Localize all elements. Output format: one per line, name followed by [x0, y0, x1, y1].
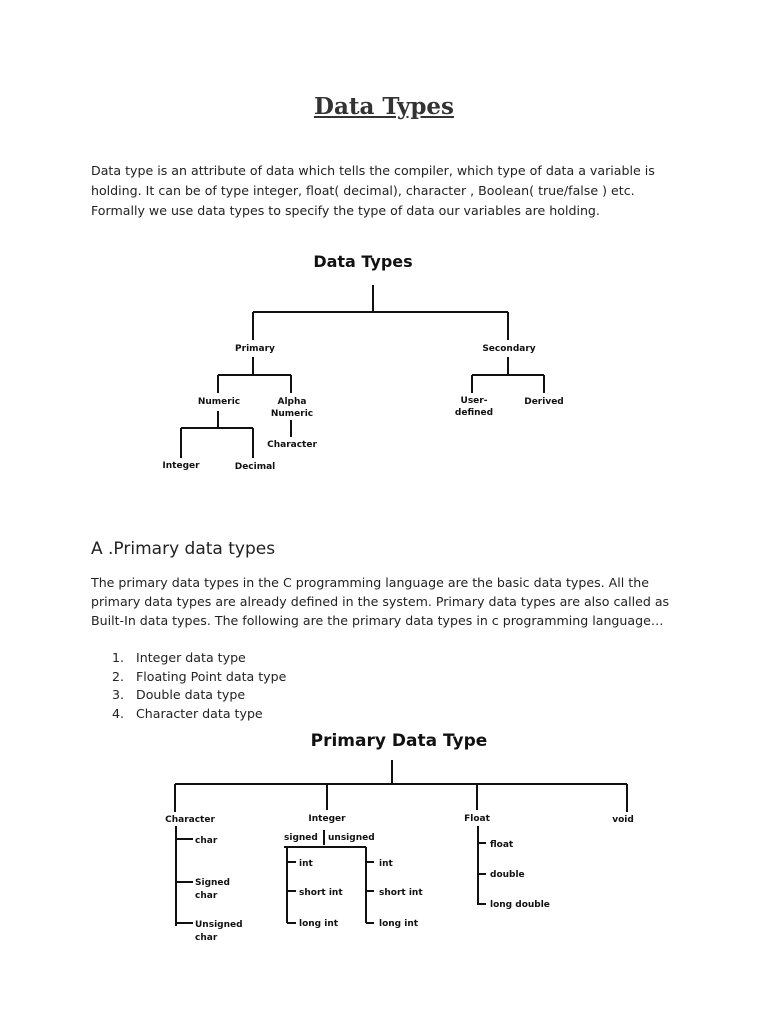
list-item-number: 4. [112, 705, 125, 721]
list-item-number: 3. [112, 687, 125, 702]
section-heading: A .Primary data types [91, 539, 276, 559]
diagram2-title: Primary Data Type [310, 731, 488, 751]
node-derived: Derived [524, 397, 564, 407]
leaf-unsigned-short-int: short int [379, 888, 423, 898]
node-character: Character [165, 815, 215, 825]
label-signed: signed [284, 833, 318, 843]
list-item [112, 705, 286, 724]
primary-types-list [112, 649, 286, 723]
intro-paragraph: Data type is an attribute of data which tells the compiler, which type of data a variable is holding. It can be of type integer, float( decimal), character , Boolean( true/false ) etc. Formally we use data types to specify the type of data our variables are holding. [91, 163, 655, 218]
leaf-float: float [490, 840, 514, 850]
node-integer: Integer [308, 814, 346, 824]
leaf-unsigned-char-line2: char [195, 933, 218, 943]
list-item-text: Double data type [136, 687, 246, 702]
label-unsigned: unsigned [328, 833, 375, 843]
list-item [112, 686, 286, 705]
node-decimal: Decimal [234, 462, 276, 472]
leaf-long-double: long double [490, 900, 550, 910]
leaf-signed-char-line1: Signed [195, 878, 230, 888]
node-alpha-line1: Alpha [277, 397, 307, 407]
leaf-unsigned-long-int: long int [379, 919, 419, 929]
node-primary: Primary [235, 344, 275, 354]
node-character: Character [267, 440, 317, 450]
list-item-number: 2. [112, 668, 125, 684]
page-title: Data Types [314, 93, 454, 120]
node-void: void [612, 815, 634, 825]
list-item-text: Character data type [136, 705, 263, 721]
list-item-number: 1. [112, 650, 125, 665]
leaf-signed-long-int: long int [299, 919, 339, 929]
list-item [112, 649, 286, 668]
node-user-defined-line2: defined [454, 408, 494, 418]
list-item-text: Floating Point data type [136, 668, 287, 684]
leaf-double: double [490, 870, 525, 880]
node-user-defined-line1: User- [460, 396, 488, 406]
leaf-signed-short-int: short int [299, 888, 343, 898]
node-alpha-line2: Numeric [270, 409, 314, 419]
leaf-unsigned-char-line1: Unsigned [195, 920, 243, 930]
leaf-signed-int: int [299, 859, 313, 869]
leaf-signed-char-line2: char [195, 891, 218, 901]
node-numeric: Numeric [197, 397, 241, 407]
section-paragraph: The primary data types in the C programming language are the basic data types. All the primary data types are already defined in the system. Primary data types are also called as Built-In data types. The following are the primary data types in c programming language… [91, 575, 670, 628]
node-secondary: Secondary [482, 344, 536, 354]
node-float: Float [464, 814, 490, 824]
node-integer: Integer [162, 461, 200, 471]
leaf-char: char [195, 836, 218, 846]
leaf-unsigned-int: int [379, 859, 393, 869]
list-item [112, 668, 286, 687]
diagram1-title: Data Types [313, 252, 413, 271]
list-item-text: Integer data type [136, 650, 246, 665]
